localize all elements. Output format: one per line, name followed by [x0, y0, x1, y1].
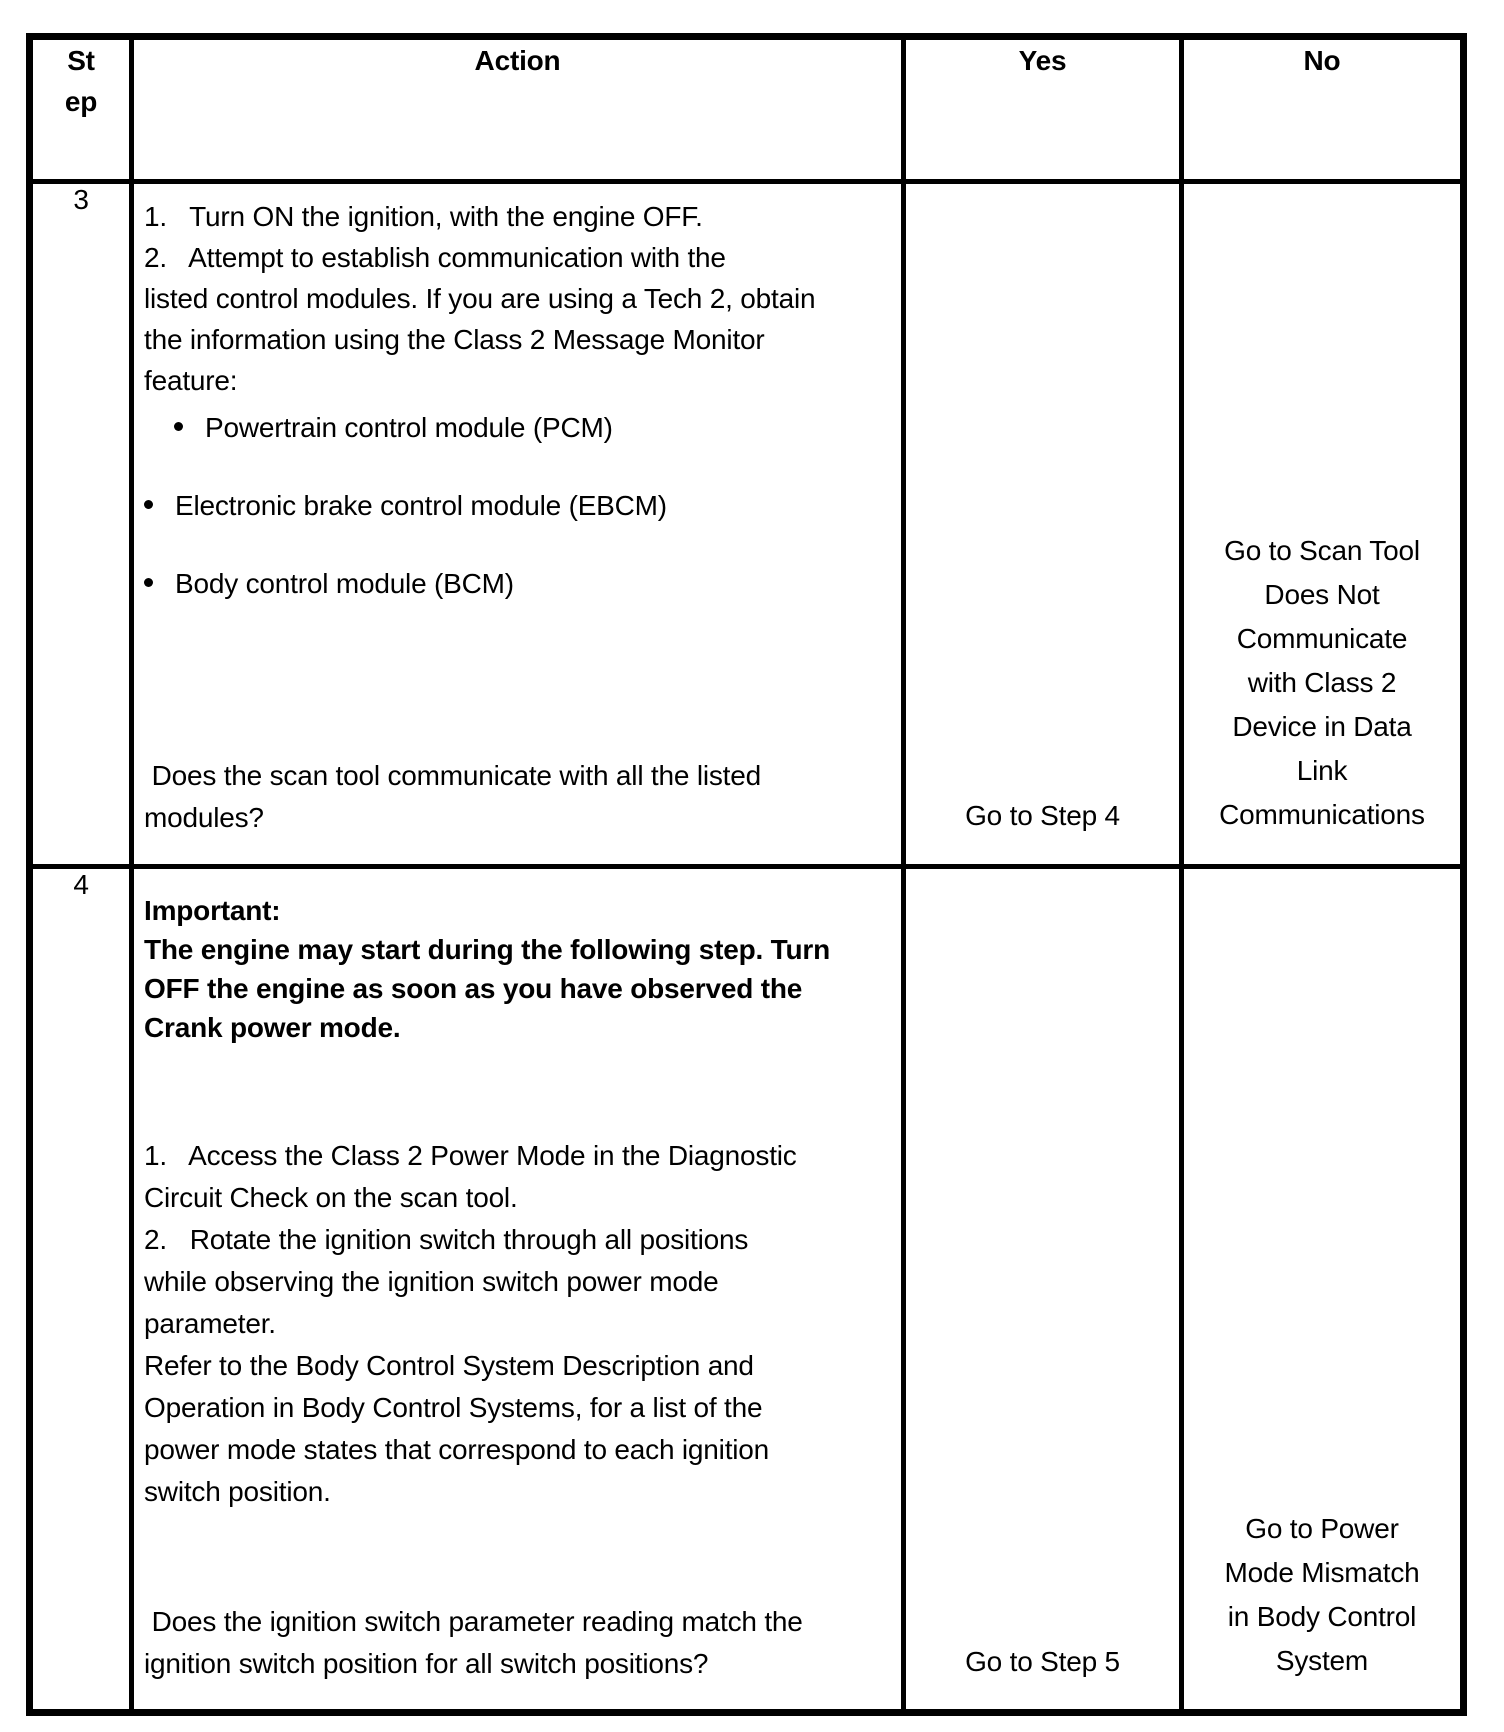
text-line: Go to Scan Tool [1224, 535, 1420, 566]
text-line: Mode Mismatch [1224, 1557, 1420, 1588]
bullet-text: Electronic brake control module (EBCM) [175, 490, 667, 521]
text-line: ep [64, 86, 98, 117]
header-row [30, 37, 1464, 182]
text-line: Does the ignition switch parameter reading match the [144, 1606, 803, 1637]
bullet-icon [144, 500, 153, 509]
action-question [144, 1601, 895, 1685]
bullet-item [144, 563, 895, 604]
bullet-icon [144, 578, 153, 587]
yes-answer: Go to Step 5 [965, 1646, 1120, 1677]
bullet-icon [174, 422, 183, 431]
text-line: ignition switch position for all switch positions? [144, 1648, 709, 1679]
header-cell-step [30, 37, 132, 182]
text-line: parameter. [144, 1308, 276, 1339]
text-line: Important: [144, 895, 281, 926]
bullet-item [144, 485, 895, 526]
text-line: 1. Access the Class 2 Power Mode in the Diagnostic [144, 1140, 797, 1171]
yes-answer: Go to Step 4 [965, 800, 1120, 831]
text-line: power mode states that correspond to each ignition [144, 1434, 770, 1465]
bullet-text: Powertrain control module (PCM) [205, 412, 613, 443]
text-line: Operation in Body Control Systems, for a list of the [144, 1392, 763, 1423]
action-cell [132, 182, 904, 867]
text-line: The engine may start during the following step. Turn [144, 934, 831, 965]
text-line: System [1275, 1645, 1369, 1676]
text-line: St [67, 45, 95, 76]
text-line: OFF the engine as soon as you have observed the [144, 973, 803, 1004]
step-number-cell: 3 [30, 182, 132, 867]
step-number-cell: 4 [30, 867, 132, 1713]
text-line: listed control modules. If you are using a Tech 2, obtain [144, 283, 816, 314]
text-line: feature: [144, 365, 238, 396]
text-line: Refer to the Body Control System Description and [144, 1350, 754, 1381]
diagnostic-table [26, 33, 1467, 1716]
no-answer [1224, 1507, 1419, 1683]
bullet-text: Body control module (BCM) [175, 568, 514, 599]
header-cell-action [132, 37, 904, 182]
text-line: Communicate [1236, 623, 1408, 654]
header-cell-yes [904, 37, 1182, 182]
table-row-step-4 [30, 867, 1464, 1713]
action-cell [132, 867, 904, 1713]
text-line: 1. Turn ON the ignition, with the engine OFF. [144, 201, 703, 232]
text-line: Link [1296, 755, 1348, 786]
text-line: 2. Rotate the ignition switch through all positions [144, 1224, 749, 1255]
text-line: Device in Data [1232, 711, 1412, 742]
header-cell-no [1182, 37, 1464, 182]
action-instructions [144, 1135, 895, 1513]
no-answer [1219, 529, 1425, 837]
no-cell [1182, 182, 1464, 867]
table-row-step-3 [30, 182, 1464, 867]
text-line: in Body Control [1227, 1601, 1417, 1632]
text-line: Circuit Check on the scan tool. [144, 1182, 518, 1213]
action-question [144, 755, 895, 839]
header-no-label: No [1303, 45, 1341, 76]
text-line: switch position. [144, 1476, 331, 1507]
text-line: 2. Attempt to establish communication with the [144, 242, 726, 273]
module-list [144, 405, 895, 604]
text-line: with Class 2 [1247, 667, 1397, 698]
text-line: Communications [1219, 799, 1425, 830]
action-instructions [144, 196, 895, 401]
text-line: modules? [144, 802, 264, 833]
yes-cell [904, 867, 1182, 1713]
bullet-item [174, 407, 895, 448]
text-line: Crank power mode. [144, 1012, 401, 1043]
text-line: the information using the Class 2 Message Monitor [144, 324, 765, 355]
text-line: while observing the ignition switch power mode [144, 1266, 719, 1297]
text-line: Does Not [1264, 579, 1380, 610]
yes-cell [904, 182, 1182, 867]
text-line: Does the scan tool communicate with all the listed [144, 760, 761, 791]
text-line: Go to Power [1245, 1513, 1399, 1544]
header-action-label: Action [474, 45, 561, 76]
no-cell [1182, 867, 1464, 1713]
header-step-label [33, 40, 129, 122]
important-notice [144, 891, 895, 1047]
header-yes-label: Yes [1018, 45, 1067, 76]
